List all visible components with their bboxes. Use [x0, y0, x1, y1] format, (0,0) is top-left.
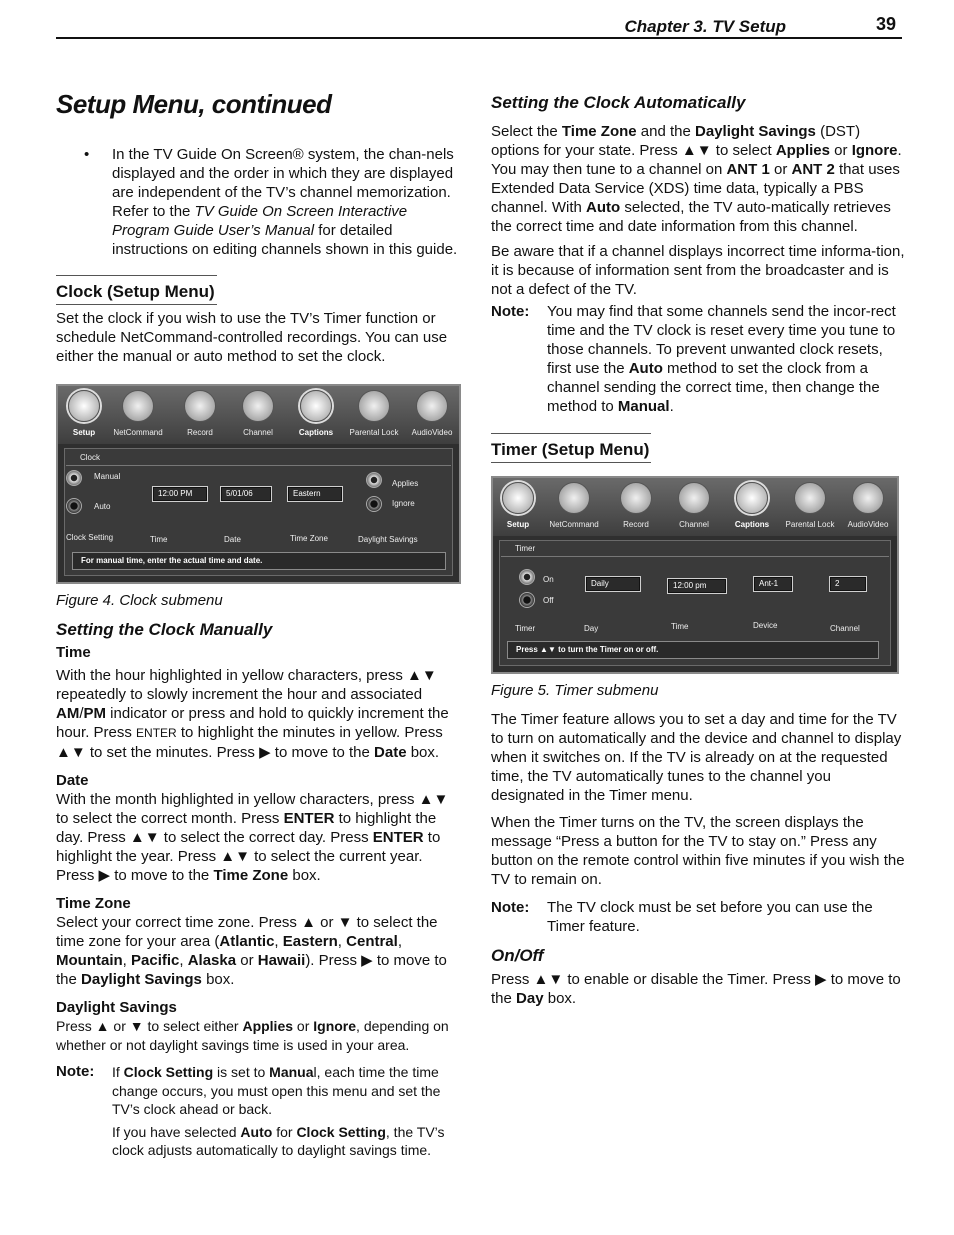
- chapter-title: Chapter 3. TV Setup: [624, 17, 786, 36]
- auto-paragraph-1: Select the Time Zone and the Daylight Savings (DST) options for your state. Press ▲▼ to select Applies or Ignore. You may then tune to a channel on ANT 1 or ANT 2 that uses Extended Data Service (XDS) time data, typically a PBS channel. With Auto selected, the TV auto-matically retrieves the correct time and date information from this channel.: [491, 123, 902, 235]
- time-label: Time: [150, 535, 168, 544]
- timer-heading: Timer (Setup Menu): [491, 433, 651, 463]
- auto-note-text: You may find that some channels send the incor-rect time and the TV clock is reset every time you tune to those channels. To prevent unwanted clock resets, first use the Auto method to set the clock from a channel sending the correct time, then change the method to Manual.: [547, 303, 896, 415]
- lock-icon: [794, 482, 826, 514]
- applies-label: Applies: [392, 479, 419, 488]
- day-field: Daily: [585, 576, 641, 592]
- note-label: Note:: [491, 303, 530, 320]
- channel-icon: [678, 482, 710, 514]
- zone-label: Time Zone: [290, 534, 328, 543]
- menu-audiovideo: AudioVideo: [836, 482, 899, 530]
- menu-parental-lock: Parental Lock: [342, 390, 406, 438]
- timer-note: [491, 898, 905, 936]
- device-label: Device: [753, 621, 778, 630]
- ignore-label: Ignore: [392, 499, 415, 508]
- menu-parental-lock: Parental Lock: [778, 482, 842, 530]
- dst-paragraph: Press ▲ or ▼ to select either Applies or Ignore, depending on whether or not daylight savings time is used in your area.: [56, 1018, 449, 1053]
- manual-note-p2: If you have selected Auto for Clock Setting, the TV’s clock adjusts automatically to daylight savings time.: [112, 1123, 445, 1158]
- audiovideo-icon: [852, 482, 884, 514]
- ignore-radio: [366, 496, 382, 512]
- manual-heading: Setting the Clock Manually: [56, 620, 273, 639]
- figure-4-caption: Figure 4. Clock submenu: [56, 592, 223, 609]
- channel-icon: [242, 390, 274, 422]
- netcommand-icon: [122, 390, 154, 422]
- timer-on-label: On: [543, 575, 554, 584]
- menu-record: Record: [604, 482, 668, 530]
- page-header: [56, 14, 902, 39]
- menu-record: Record: [168, 390, 232, 438]
- timer-section-label: Timer: [515, 544, 536, 553]
- auto-label: Auto: [94, 502, 111, 511]
- clock-heading: Clock (Setup Menu): [56, 275, 217, 305]
- channel-field: 2: [829, 576, 867, 592]
- auto-radio: [66, 498, 82, 514]
- record-icon: [184, 390, 216, 422]
- date-subheading: Date: [56, 772, 89, 789]
- manual-note-p1: If Clock Setting is set to Manual, each time the time change occurs, you must open this menu and set the TV’s clock ahead or back.: [112, 1064, 441, 1117]
- timer-note-text: The TV clock must be set before you can use the Timer feature.: [547, 899, 873, 935]
- onoff-paragraph: Press ▲▼ to enable or disable the Timer. Press ▶ to move to the Day box.: [491, 971, 901, 1007]
- clock-submenu-screenshot: [56, 384, 461, 584]
- menu-setup: Setup: [56, 390, 116, 438]
- manual-note: [56, 1063, 464, 1160]
- auto-heading: Setting the Clock Automatically: [491, 93, 746, 112]
- netcommand-icon: [558, 482, 590, 514]
- clock-intro: Set the clock if you wish to use the TV’s Timer function or schedule NetCommand-controlled recordings. You can use either the manual or auto method to set the clock.: [56, 310, 448, 365]
- manual-label: Manual: [94, 472, 121, 481]
- setup-icon: [502, 482, 534, 514]
- timer-paragraph-2: When the Timer turns on the TV, the screen displays the message “Press a button for the TV to stay on.” Press any button on the remote control within five minutes if you wish the TV to remain on.: [491, 814, 905, 888]
- bullet-dot: •: [84, 146, 90, 163]
- right-column: [491, 92, 905, 1008]
- zone-subheading: Time Zone: [56, 895, 131, 912]
- clock-section-label: Clock: [80, 453, 101, 462]
- captions-icon: [300, 390, 332, 422]
- onoff-heading: On/Off: [491, 946, 544, 965]
- menu-channel: Channel: [226, 390, 290, 438]
- time-field: 12:00 PM: [152, 486, 208, 502]
- menu-netcommand: NetCommand: [542, 482, 606, 530]
- figure-5-caption: Figure 5. Timer submenu: [491, 682, 659, 699]
- page-title: Setup Menu, continued: [56, 89, 332, 119]
- auto-note: [491, 302, 905, 416]
- auto-paragraph-2: Be aware that if a channel displays incorrect time informa-tion, it is because of information sent from the broadcaster and is not a defect of the TV.: [491, 243, 905, 298]
- dst-subheading: Daylight Savings: [56, 999, 177, 1016]
- clock-setting-label: Clock Setting: [66, 533, 114, 542]
- manual-radio: [66, 470, 82, 486]
- dst-label: Daylight Savings: [358, 535, 418, 544]
- timer-on-radio: [519, 569, 535, 585]
- bullet-text-end: for detailed instructions on editing channels shown in this guide.: [112, 222, 458, 258]
- channel-label: Channel: [830, 624, 860, 633]
- audiovideo-icon: [416, 390, 448, 422]
- bullet-item: [56, 145, 464, 259]
- menu-setup: Setup: [491, 482, 550, 530]
- timer-submenu-screenshot: [491, 476, 899, 674]
- timer-off-radio: [519, 592, 535, 608]
- zone-paragraph: Select your correct time zone. Press ▲ or ▼ to select the time zone for your area (Atlantic, Eastern, Central, Mountain, Pacific, Alaska or Hawaii). Press ▶ to move to the Daylight Savings box.: [56, 914, 447, 988]
- zone-field: Eastern: [287, 486, 343, 502]
- time-subheading: Time: [56, 644, 91, 661]
- menu-captions: Captions: [284, 390, 348, 438]
- page-number: 39: [875, 14, 896, 34]
- date-field: 5/01/06: [220, 486, 272, 502]
- time-paragraph: With the hour highlighted in yellow characters, press ▲▼ repeatedly to slowly increment the hour and associated AM/PM indicator or press and hold to quickly increment the hour. Press ENTER to highlight the minutes in yellow. Press ▲▼ to set the minutes. Press ▶ to move to the Date box.: [56, 667, 449, 761]
- applies-radio: [366, 472, 382, 488]
- divider: [66, 465, 451, 466]
- timer-status-bar: Press ▲▼ to turn the Timer on or off.: [507, 641, 879, 659]
- timer-label: Timer: [515, 624, 536, 633]
- setup-icon: [68, 390, 100, 422]
- timer-paragraph-1: The Timer feature allows you to set a day and time for the TV to turn on automatically and the device and channel to display when it switches on. If the TV is already on at the requested time, the TV automatically tunes to the channel you designated in the Timer menu.: [491, 711, 902, 804]
- date-paragraph: With the month highlighted in yellow characters, press ▲▼ to select the correct month. Press ENTER to highlight the day. Press ▲▼ to select the correct day. Press ENTER to highlight the year. Press ▲▼ to select the current year. Press ▶ to move to the Time Zone box.: [56, 791, 449, 884]
- captions-icon: [736, 482, 768, 514]
- timer-time-field: 12:00 pm: [667, 578, 727, 594]
- note-label: Note:: [56, 1063, 95, 1080]
- note-label: Note:: [491, 899, 530, 916]
- menu-audiovideo: AudioVideo: [400, 390, 461, 438]
- clock-status-bar: For manual time, enter the actual time and date.: [72, 552, 446, 570]
- bullet-manual-title: TV Guide On Screen Interactive Program Guide User’s Manual: [112, 203, 408, 239]
- bullet-text: In the TV Guide On Screen® system, the chan-nels displayed and the order in which they are displayed are independent of the TV’s channel memorization. Refer to the: [112, 146, 454, 220]
- record-icon: [620, 482, 652, 514]
- date-label: Date: [224, 535, 241, 544]
- timer-off-label: Off: [543, 596, 554, 605]
- left-column: [56, 88, 464, 1160]
- lock-icon: [358, 390, 390, 422]
- menu-netcommand: NetCommand: [106, 390, 170, 438]
- timer-time-label: Time: [671, 622, 689, 631]
- divider: [501, 556, 889, 557]
- menu-captions: Captions: [720, 482, 784, 530]
- day-label: Day: [584, 624, 599, 633]
- device-field: Ant-1: [753, 576, 793, 592]
- menu-channel: Channel: [662, 482, 726, 530]
